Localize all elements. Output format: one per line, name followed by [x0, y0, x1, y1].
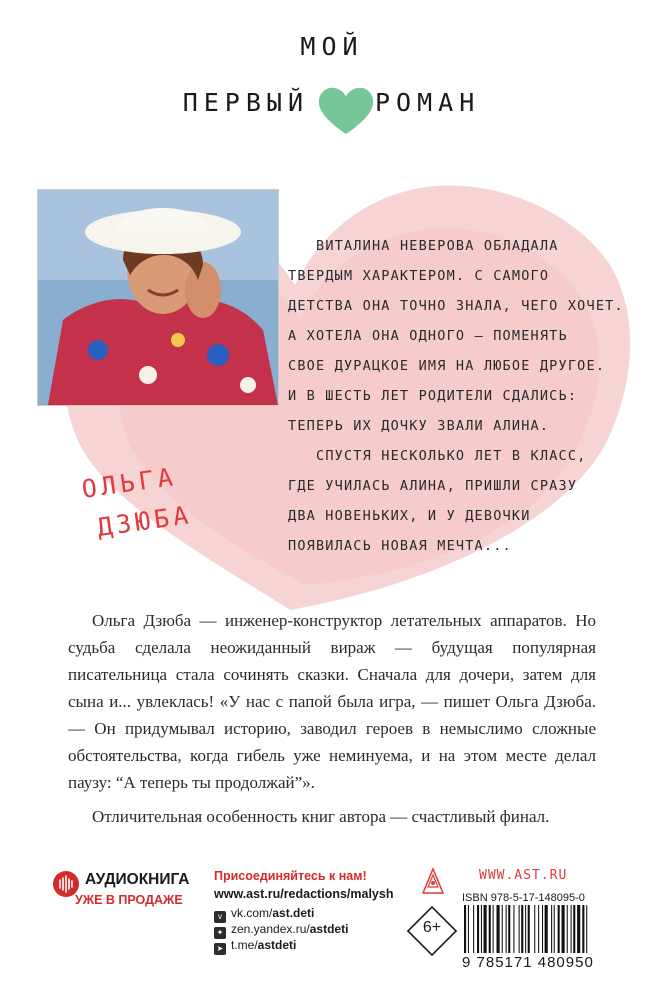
annotation-line: А ХОТЕЛА ОНА ОДНОГО — ПОМЕНЯТЬ	[288, 328, 568, 344]
author-first-name: ОЛЬГА	[79, 461, 179, 504]
barcode-digits: 9 785171 480950	[462, 954, 594, 971]
annotation-line: И В ШЕСТЬ ЛЕТ РОДИТЕЛИ СДАЛИСЬ:	[288, 388, 578, 404]
bio-paragraph: Отличительная особенность книг автора — счастливый финал.	[92, 807, 550, 826]
author-last-name: ДЗЮБА	[95, 500, 194, 543]
audiobook-title: АУДИОКНИГА	[85, 871, 190, 888]
publisher-logo-icon	[421, 867, 445, 895]
series-title-line2	[0, 88, 664, 128]
social-link-telegram[interactable]	[214, 938, 296, 953]
author-bio	[68, 607, 596, 830]
isbn: ISBN 978-5-17-148095-0	[462, 892, 585, 904]
series-title-right: РОМАН	[375, 88, 481, 117]
annotation-line: ВИТАЛИНА НЕВЕРОВА ОБЛАДАЛА	[316, 238, 559, 254]
social-handle: ast.deti	[272, 906, 315, 920]
social-link-zen[interactable]	[214, 922, 348, 937]
join-heading: Присоединяйтесь к нам!	[214, 869, 367, 883]
author-photo	[38, 190, 278, 405]
audiobook-subtitle: УЖЕ В ПРОДАЖЕ	[75, 893, 183, 907]
zen-icon: ✦	[214, 927, 226, 939]
vk-icon: v	[214, 911, 226, 923]
annotation-line: ПОЯВИЛАСЬ НОВАЯ МЕЧТА...	[288, 538, 512, 554]
social-handle: astdeti	[257, 938, 297, 952]
annotation-line: ДЕТСТВА ОНА ТОЧНО ЗНАЛА, ЧЕГО ХОЧЕТ.	[288, 298, 624, 314]
series-title-line1: МОЙ	[300, 32, 364, 61]
series-title-left: ПЕРВЫЙ	[182, 88, 309, 117]
barcode	[462, 905, 624, 953]
social-link-vk[interactable]	[214, 906, 314, 921]
publisher-url[interactable]: WWW.AST.RU	[479, 868, 568, 883]
social-prefix: vk.com/	[231, 906, 273, 920]
telegram-icon: ➤	[214, 943, 226, 955]
annotation-line: ГДЕ УЧИЛАСЬ АЛИНА, ПРИШЛИ СРАЗУ	[288, 478, 578, 494]
age-rating-text: 6+	[422, 919, 442, 936]
green-heart-icon	[316, 84, 376, 136]
social-prefix: t.me/	[231, 938, 258, 952]
annotation-line: СПУСТЯ НЕСКОЛЬКО ЛЕТ В КЛАСС,	[316, 448, 587, 464]
social-prefix: zen.yandex.ru/	[231, 922, 310, 936]
bio-paragraph: Ольга Дзюба — инженер-конструктор летательных аппаратов. Но судьба сделала неожиданный вираж — будущая популярная писательница стала сочинять сказки. Сначала для дочери, затем для сына и... увлеклась! «У нас с папой была игра, — пишет Ольга Дзюба. — Он придумывал историю, заводил героев в немыслимо сложные обстоятельства, когда гибель уже неминуема, и на этом месте делал паузу: “А теперь ты продолжай”».	[68, 611, 596, 792]
join-url-link[interactable]: www.ast.ru/redactions/malysh	[214, 887, 394, 901]
annotation-line: ТВЕРДЫМ ХАРАКТЕРОМ. С САМОГО	[288, 268, 550, 284]
annotation-line: ТЕПЕРЬ ИХ ДОЧКУ ЗВАЛИ АЛИНА.	[288, 418, 550, 434]
social-handle: astdeti	[309, 922, 349, 936]
annotation-line: СВОЕ ДУРАЦКОЕ ИМЯ НА ЛЮБОЕ ДРУГОЕ.	[288, 358, 606, 374]
annotation-line: ДВА НОВЕНЬКИХ, И У ДЕВОЧКИ	[288, 508, 531, 524]
